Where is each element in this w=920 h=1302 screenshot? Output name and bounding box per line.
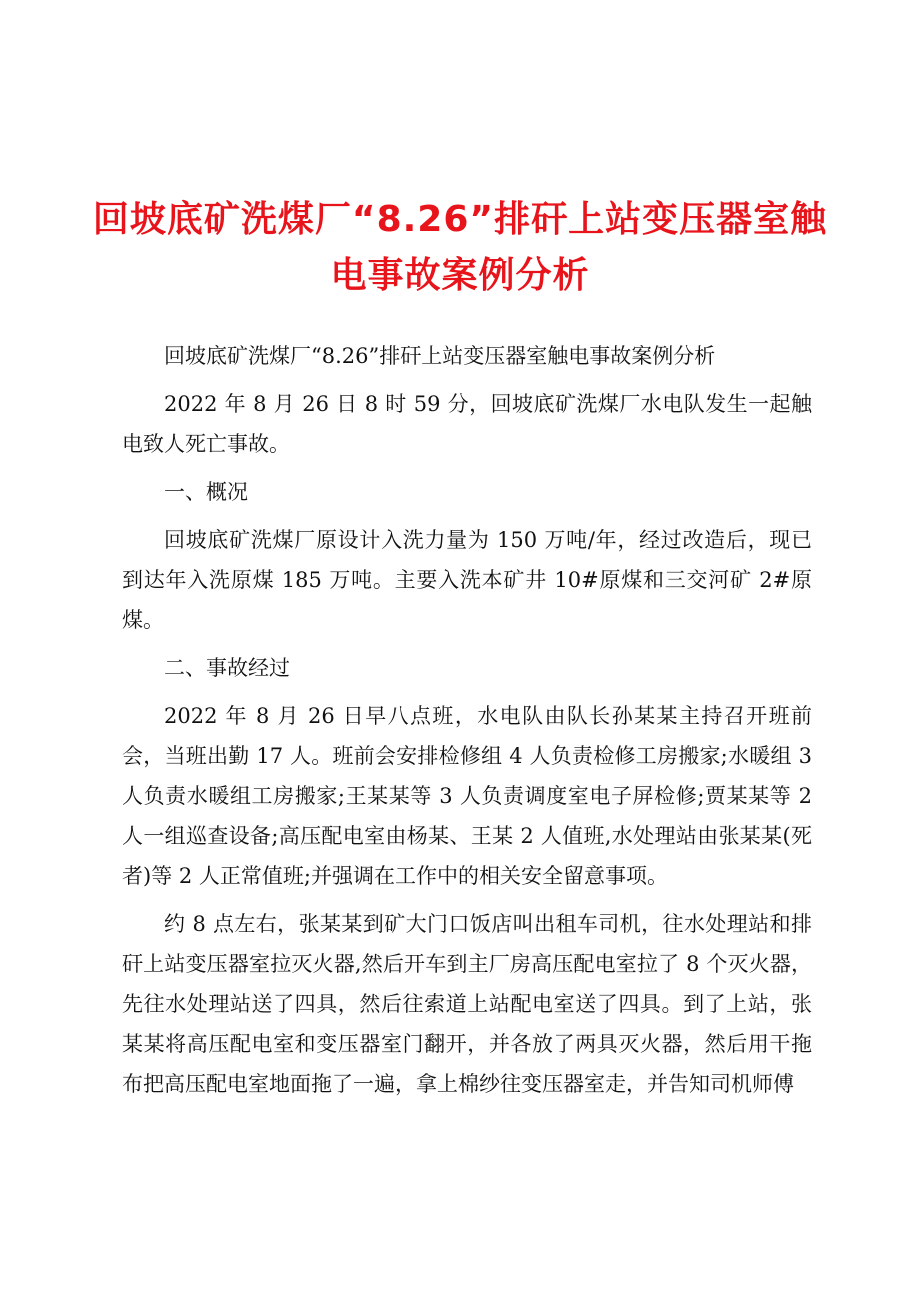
section-heading-overview: 一、概况 xyxy=(164,480,248,504)
document-body xyxy=(122,336,812,1112)
section-heading-accident-process: 二、事故经过 xyxy=(164,656,290,680)
paragraph-repeat-title: 回坡底矿洗煤厂“8.26”排矸上站变压器室触电事故案例分析 xyxy=(164,344,716,368)
paragraph-shift-meeting: 2022 年 8 月 26 日早八点班，水电队由队长孙某某主持召开班前会，当班出勤 17 人。班前会安排检修组 4 人负责检修工房搬家;水暖组 3 人负责水暖组工房搬家;王某某等 3 人负责调度室电子屏检修;贾某某等 2 人一组巡查设备;高压配电室由杨某、王某 2 人值班,水处理站由张某某(死者)等 2 人正常值班;并强调在工作中的相关安全留意事项。 xyxy=(122,704,812,888)
paragraph-fire-extinguishers: 约 8 点左右，张某某到矿大门口饭店叫出租车司机，往水处理站和排矸上站变压器室拉灭火器,然后开车到主厂房高压配电室拉了 8 个灭火器，先往水处理站送了四具，然后往索道上站配电室送了四具。到了上站，张某某将高压配电室和变压器室门翻开，并各放了两具灭火器，然后用干拖布把高压配电室地面拖了一遍，拿上棉纱往变压器室走，并告知司机师傅 xyxy=(122,912,812,1096)
paragraph-overview: 回坡底矿洗煤厂原设计入洗力量为 150 万吨/年，经过改造后，现已到达年入洗原煤 185 万吨。主要入洗本矿井 10#原煤和三交河矿 2#原煤。 xyxy=(122,528,812,632)
document-title: 回坡底矿洗煤厂“8.26”排矸上站变压器室触电事故案例分析 xyxy=(92,199,828,296)
paragraph-intro: 2022 年 8 月 26 日 8 时 59 分，回坡底矿洗煤厂水电队发生一起触电致人死亡事故。 xyxy=(122,392,812,456)
